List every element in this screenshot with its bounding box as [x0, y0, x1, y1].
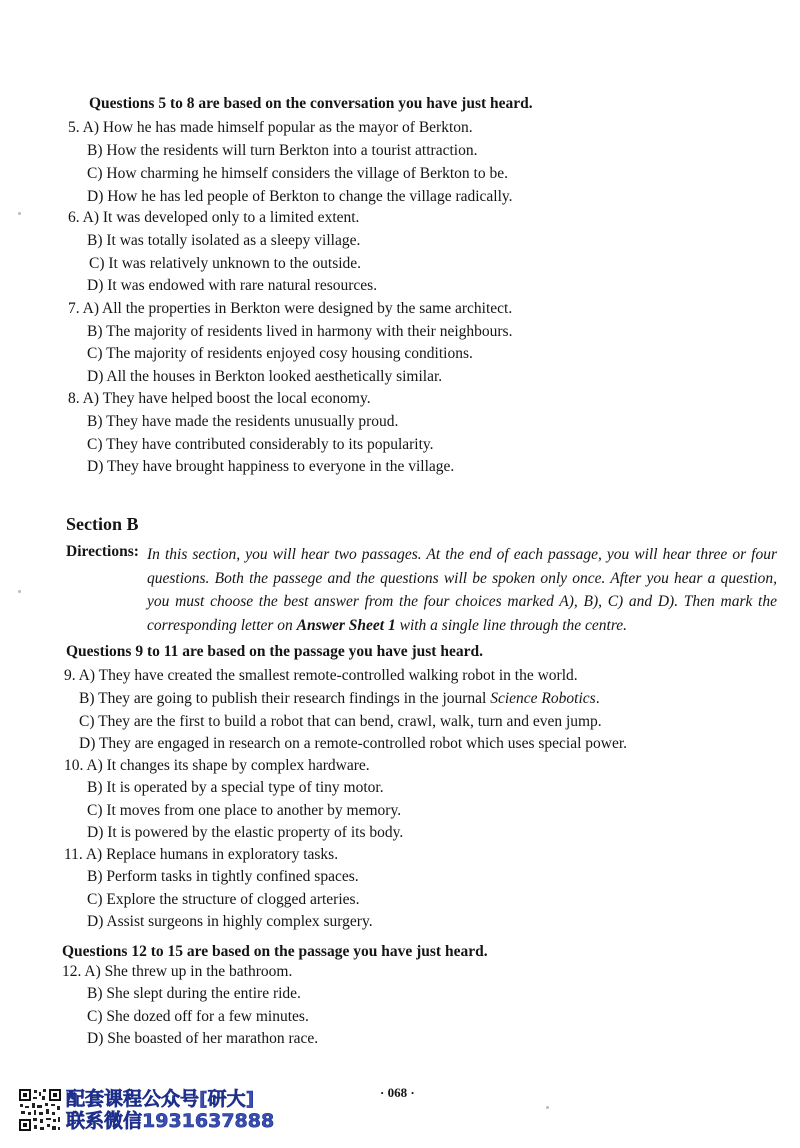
question-8-option-d: D) They have brought happiness to everyone in the village. [87, 458, 455, 475]
question-11-option-a: 11. A) Replace humans in exploratory tasks. [64, 846, 339, 863]
question-6-option-a: 6. A) It was developed only to a limited extent. [68, 209, 360, 226]
question-12-option-c: C) She dozed off for a few minutes. [87, 1008, 309, 1025]
promo-line-2: 联系微信1931637888 [66, 1110, 275, 1132]
answer-sheet-label: Answer Sheet 1 [296, 616, 396, 634]
question-12-option-d: D) She boasted of her marathon race. [87, 1030, 319, 1047]
question-group-header: Questions 5 to 8 are based on the conversation you have just heard. [89, 95, 533, 112]
directions-text: In this section, you will hear two passages. At the end of each passage, you will hear three or four questions. Both the passege and the questions will be spoken only once. After you hear a question, you must choose the best answer from the four choices marked A), B), C) and D). Then mark the corresponding letter on Answer Sheet 1 with a single line through the centre. [147, 546, 777, 634]
question-6-option-d: D) It was endowed with rare natural resources. [87, 277, 378, 294]
question-group-header: Questions 12 to 15 are based on the passage you have just heard. [62, 943, 488, 960]
question-9-option-a: 9. A) They have created the smallest remote-controlled walking robot in the world. [64, 667, 578, 684]
question-9-option-d: D) They are engaged in research on a remote-controlled robot which uses special power. [79, 735, 628, 752]
question-11-option-c: C) Explore the structure of clogged arteries. [87, 891, 360, 908]
question-5-option-c: C) How charming he himself considers the village of Berkton to be. [87, 165, 508, 182]
question-5-option-a: 5. A) How he has made himself popular as the mayor of Berkton. [68, 119, 473, 136]
promo-line-1: 配套课程公众号[研大] [66, 1088, 255, 1110]
question-7-option-d: D) All the houses in Berkton looked aesthetically similar. [87, 368, 443, 385]
question-7-option-c: C) The majority of residents enjoyed cosy housing conditions. [87, 345, 473, 362]
question-5-option-b: B) How the residents will turn Berkton into a tourist attraction. [87, 142, 478, 159]
question-8-option-c: C) They have contributed considerably to its popularity. [87, 436, 434, 453]
page-number: · 068 · [380, 1085, 415, 1100]
question-6-option-c: C) It was relatively unknown to the outside. [89, 255, 362, 272]
question-7-option-a: 7. A) All the properties in Berkton were designed by the same architect. [68, 300, 513, 317]
question-10-option-c: C) It moves from one place to another by memory. [87, 802, 402, 819]
question-11-option-d: D) Assist surgeons in highly complex surgery. [87, 913, 373, 930]
question-11-option-b: B) Perform tasks in tightly confined spaces. [87, 868, 359, 885]
question-6-option-b: B) It was totally isolated as a sleepy village. [87, 232, 361, 249]
section-title: Section B [66, 514, 139, 534]
question-8-option-b: B) They have made the residents unusually proud. [87, 413, 399, 430]
question-5-option-d: D) How he has led people of Berkton to change the village radically. [87, 188, 513, 205]
scan-speck [18, 590, 21, 593]
scan-speck [18, 212, 21, 215]
question-12-option-b: B) She slept during the entire ride. [87, 985, 301, 1002]
question-9-option-c: C) They are the first to build a robot that can bend, crawl, walk, turn and even jump. [79, 713, 602, 730]
promo-banner [66, 1088, 308, 1134]
question-9-option-b: B) They are going to publish their research findings in the journal Science Robotics. [79, 690, 600, 707]
question-10-option-b: B) It is operated by a special type of tiny motor. [87, 779, 384, 796]
question-8-option-a: 8. A) They have helped boost the local economy. [68, 390, 371, 407]
question-12-option-a: 12. A) She threw up in the bathroom. [62, 963, 293, 980]
directions-label: Directions: [66, 543, 139, 560]
question-10-option-a: 10. A) It changes its shape by complex hardware. [64, 757, 370, 774]
question-10-option-d: D) It is powered by the elastic property of its body. [87, 824, 404, 841]
qr-code-icon [18, 1088, 62, 1132]
question-7-option-b: B) The majority of residents lived in harmony with their neighbours. [87, 323, 513, 340]
scan-speck [546, 1106, 549, 1109]
question-group-header: Questions 9 to 11 are based on the passage you have just heard. [66, 643, 483, 660]
